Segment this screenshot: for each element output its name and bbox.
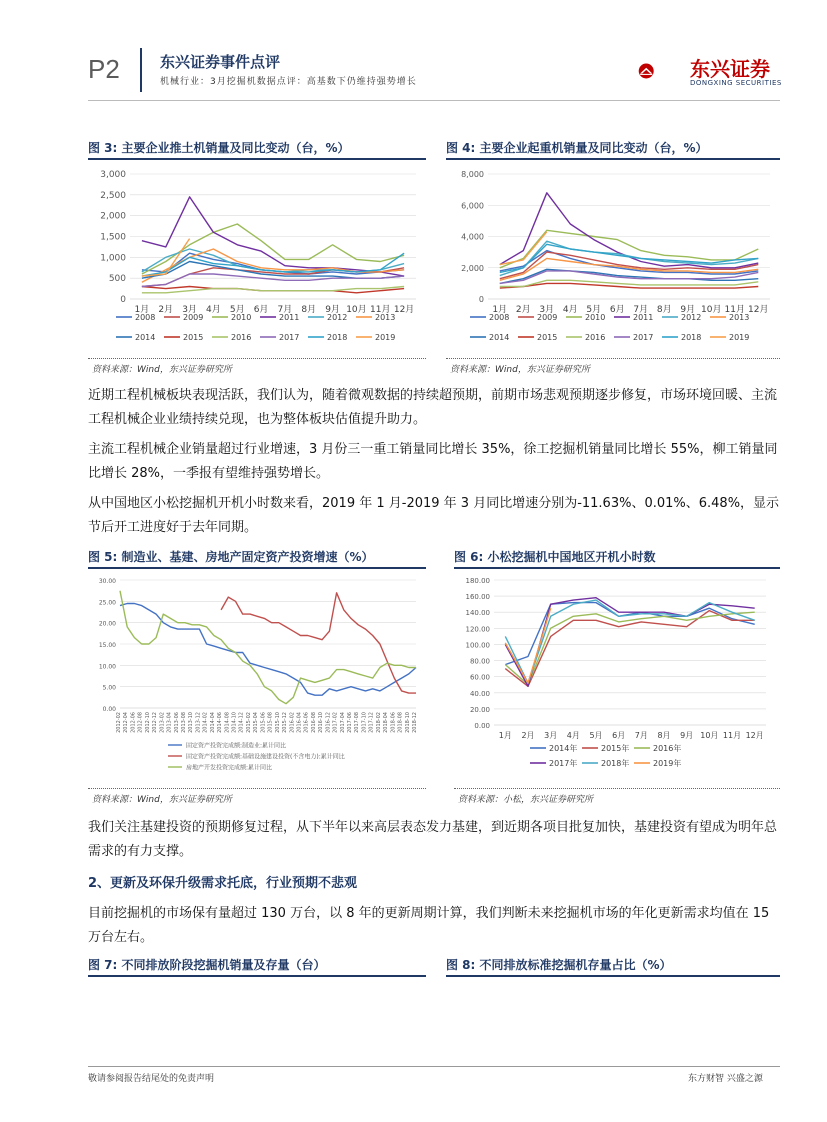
- figure-8: [446, 955, 780, 977]
- x-tick-label: 8月: [301, 305, 317, 315]
- x-tick-label: 2018-10: [404, 712, 411, 733]
- x-tick-label: 7月: [277, 305, 293, 315]
- figure-title-rule: [88, 975, 426, 977]
- footer-rule: [88, 1066, 780, 1067]
- x-tick-label: 2012-08: [137, 712, 144, 733]
- y-tick-label: 500: [108, 274, 126, 285]
- figure-source: 资料来源：Wind，东兴证券研究所: [450, 365, 590, 375]
- x-tick-label: 10月: [700, 731, 719, 740]
- legend-label: 2017: [279, 333, 300, 342]
- figure-title: 图 5: 制造业、基建、房地产固定资产投资增速（%）: [88, 550, 374, 564]
- x-tick-label: 2015-08: [267, 712, 274, 733]
- x-tick-label: 12月: [745, 731, 764, 740]
- x-tick-label: 2016-12: [325, 712, 332, 733]
- y-tick-label: 0.00: [102, 706, 116, 713]
- x-tick-label: 2016-10: [318, 712, 325, 733]
- y-tick-label: 6,000: [461, 201, 484, 211]
- section-heading-2: 2、更新及环保升级需求托底，行业预期不悲观: [88, 876, 358, 891]
- source-rule: [446, 358, 780, 360]
- y-tick-label: 40.00: [469, 689, 490, 698]
- x-tick-label: 2014-06: [217, 712, 224, 733]
- x-tick-label: 2012-10: [144, 712, 151, 733]
- x-tick-label: 9月: [680, 731, 694, 740]
- figure-title: 图 4: 主要企业起重机销量及同比变动（台，%）: [446, 141, 708, 155]
- series-line-2014: [500, 269, 759, 283]
- figure-3: [88, 138, 426, 160]
- x-tick-label: 2012-02: [116, 712, 122, 733]
- x-tick-label: 2014-04: [209, 712, 216, 733]
- y-tick-label: 1,000: [100, 253, 126, 264]
- y-tick-label: 25.00: [98, 599, 116, 607]
- y-tick-label: 60.00: [469, 673, 490, 682]
- footer-disclaimer: 敬请参阅报告结尾处的免责声明: [88, 1074, 215, 1084]
- source-rule: [88, 358, 426, 360]
- legend-label: 2016年: [653, 744, 682, 753]
- x-tick-label: 2月: [158, 305, 174, 315]
- paragraph-1: 近期工程机械板块表现活跃，我们认为，随着微观数据的持续超预期，前期市场悲观预期逐步修复，市场环境回暖、主流工程机械企业业绩持续兑现，也为整体板块估值提升助力。: [88, 388, 778, 427]
- legend-label: 2011: [633, 313, 654, 322]
- source-rule: [454, 788, 780, 790]
- legend-label: 2014: [135, 333, 156, 342]
- figure-title: 图 8: 不同排放标准挖掘机存量占比（%）: [446, 958, 672, 972]
- legend-label: 固定资产投资完成额:基础设施建设投资(不含电力):累计同比: [186, 753, 345, 761]
- x-tick-label: 2月: [515, 305, 531, 315]
- legend-label: 2019年: [653, 759, 682, 768]
- chart-fig4: [446, 162, 780, 354]
- figure-title-rule: [446, 158, 780, 160]
- y-tick-label: 140.00: [465, 609, 490, 618]
- legend-label: 固定资产投资完成额:制造业:累计同比: [186, 742, 287, 750]
- legend-label: 2017年: [549, 759, 578, 768]
- figure-title: 图 6: 小松挖掘机中国地区开机小时数: [454, 550, 656, 564]
- legend-label: 2015: [183, 333, 204, 342]
- paragraph-5: 目前挖掘机的市场保有量超过 130 万台，以 8 年的更新周期计算，我们判断未来挖掘机市场的年化更新需求均值在 15 万台左右。: [88, 906, 770, 945]
- x-tick-label: 3月: [539, 305, 555, 315]
- logo-text-en: DONGXING SECURITIES: [690, 79, 782, 87]
- x-tick-label: 2015-06: [260, 712, 267, 733]
- legend-label: 2019: [729, 333, 750, 342]
- figure-title-rule: [446, 975, 780, 977]
- y-tick-label: 3,000: [100, 170, 126, 180]
- x-tick-label: 7月: [633, 305, 649, 315]
- x-tick-label: 11月: [722, 731, 742, 740]
- x-tick-label: 2013-08: [180, 712, 187, 733]
- x-tick-label: 2015-12: [282, 712, 289, 733]
- x-tick-label: 2012-04: [123, 712, 130, 733]
- x-tick-label: 7月: [634, 731, 648, 740]
- company-logo-icon: [638, 48, 688, 94]
- series-line-2016: [500, 280, 759, 286]
- x-tick-label: 2016-04: [296, 712, 303, 733]
- x-tick-label: 2014-02: [202, 712, 209, 733]
- x-tick-label: 11月: [724, 305, 745, 315]
- x-tick-label: 6月: [253, 305, 269, 315]
- x-tick-label: 2013-12: [195, 712, 202, 733]
- legend-label: 2018: [681, 333, 702, 342]
- figure-source: 资料来源：Wind，东兴证券研究所: [92, 365, 232, 375]
- figure-title: 图 7: 不同排放阶段挖掘机销量及存量（台）: [88, 958, 326, 972]
- y-tick-label: 2,500: [100, 190, 126, 201]
- figure-title: 图 3: 主要企业推土机销量及同比变动（台，%）: [88, 141, 350, 155]
- header-divider: [140, 48, 142, 92]
- x-tick-label: 2013-02: [159, 712, 166, 733]
- figure-source: 资料来源：小松，东兴证券研究所: [458, 795, 594, 805]
- x-tick-label: 6月: [609, 305, 625, 315]
- series-line-2017年: [505, 598, 754, 687]
- x-tick-label: 3月: [182, 305, 197, 315]
- legend-label: 2012: [327, 313, 348, 322]
- report-subtitle: 机械行业：3月挖掘机数据点评：高基数下仍维持强势增长: [160, 77, 417, 87]
- figure-title-rule: [88, 158, 426, 160]
- legend-label: 2009: [537, 313, 558, 322]
- legend-label: 2008: [135, 313, 156, 322]
- x-tick-label: 2017-08: [354, 712, 361, 733]
- figure-4: [446, 138, 780, 160]
- source-rule: [88, 788, 426, 790]
- x-tick-label: 8月: [656, 305, 672, 315]
- legend-label: 2009: [183, 313, 204, 322]
- x-tick-label: 1月: [498, 731, 512, 740]
- x-tick-label: 2018-06: [390, 712, 397, 733]
- x-tick-label: 2012-06: [130, 712, 137, 733]
- chart-fig3: [88, 162, 426, 354]
- legend-label: 2014: [489, 333, 510, 342]
- figure-6: [454, 547, 780, 569]
- x-tick-label: 3月: [544, 731, 558, 740]
- x-tick-label: 2014-10: [231, 712, 238, 733]
- paragraph-2: 主流工程机械企业销量超过行业增速，3 月份三一重工销量同比增长 35%，徐工挖掘机销量同比增长 55%，柳工销量同比增长 28%，一季报有望维持强势增长。: [88, 442, 778, 481]
- x-tick-label: 2013-10: [188, 712, 195, 733]
- x-tick-label: 4月: [206, 305, 221, 315]
- y-tick-label: 100.00: [465, 641, 490, 650]
- series-line-制造业: [120, 604, 416, 696]
- x-tick-label: 9月: [680, 305, 696, 315]
- y-tick-label: 180.00: [465, 577, 490, 585]
- chart-fig6: [454, 572, 780, 784]
- x-tick-label: 4月: [562, 305, 578, 315]
- figure-title-rule: [88, 567, 426, 569]
- x-tick-label: 10月: [346, 305, 367, 315]
- x-tick-label: 2016-02: [289, 712, 296, 733]
- figure-title-rule: [454, 567, 780, 569]
- x-tick-label: 8月: [657, 731, 671, 740]
- y-tick-label: 0: [478, 295, 484, 304]
- y-tick-label: 2,000: [461, 263, 484, 273]
- x-tick-label: 2017-04: [339, 712, 346, 733]
- x-tick-label: 4月: [566, 731, 580, 740]
- figure-5: [88, 547, 426, 569]
- x-tick-label: 2017-12: [368, 712, 375, 733]
- y-tick-label: 15.00: [98, 642, 116, 649]
- x-tick-label: 1月: [492, 305, 508, 315]
- x-tick-label: 5月: [589, 731, 603, 740]
- x-tick-label: 2016-08: [310, 712, 317, 733]
- y-tick-label: 2,000: [100, 211, 126, 222]
- x-tick-label: 5月: [586, 305, 602, 315]
- legend-label: 2015年: [601, 744, 630, 753]
- page-number: P2: [88, 54, 120, 84]
- x-tick-label: 2017-02: [332, 712, 339, 733]
- x-tick-label: 11月: [370, 305, 391, 315]
- x-tick-label: 2016-06: [303, 712, 310, 733]
- chart-fig5: [88, 572, 426, 784]
- paragraph-3: 从中国地区小松挖掘机开机小时数来看，2019 年 1 月-2019 年 3 月同比增速分别为-11.63%、0.01%、6.48%，显示节后开工进度好于去年同期。: [88, 496, 780, 535]
- legend-label: 2010: [585, 313, 606, 322]
- y-tick-label: 20.00: [98, 620, 116, 628]
- legend-label: 2016: [585, 333, 606, 342]
- x-tick-label: 2018-02: [375, 712, 382, 733]
- legend-label: 2013: [375, 313, 396, 322]
- y-tick-label: 4,000: [461, 232, 484, 242]
- x-tick-label: 2014-08: [224, 712, 231, 733]
- x-tick-label: 12月: [393, 305, 415, 315]
- x-tick-label: 2月: [521, 731, 535, 740]
- figure-7: [88, 955, 426, 977]
- legend-label: 2018年: [601, 759, 630, 768]
- legend-label: 2019: [375, 333, 396, 342]
- y-tick-label: 120.00: [465, 625, 490, 634]
- x-tick-label: 2018-12: [412, 712, 418, 733]
- figure-source: 资料来源：Wind，东兴证券研究所: [92, 795, 232, 805]
- x-tick-label: 2015-04: [253, 712, 260, 733]
- y-tick-label: 0: [120, 295, 126, 305]
- x-tick-label: 2017-06: [347, 712, 354, 733]
- y-tick-label: 1,500: [100, 232, 126, 243]
- legend-label: 2013: [729, 313, 750, 322]
- y-tick-label: 5.00: [102, 684, 116, 692]
- legend-label: 2014年: [549, 744, 578, 753]
- x-tick-label: 1月: [134, 305, 150, 315]
- x-tick-label: 2017-10: [361, 712, 368, 733]
- report-type-title: 东兴证券事件点评: [160, 53, 281, 71]
- x-tick-label: 2018-04: [383, 712, 390, 733]
- x-tick-label: 9月: [325, 305, 340, 315]
- y-tick-label: 80.00: [469, 657, 490, 666]
- legend-label: 2012: [681, 313, 702, 322]
- y-tick-label: 8,000: [461, 170, 484, 179]
- legend-label: 2018: [327, 333, 348, 342]
- header-rule: [88, 100, 780, 101]
- x-tick-label: 2013-06: [173, 712, 180, 733]
- legend-label: 2016: [231, 333, 252, 342]
- y-tick-label: 30.00: [98, 578, 116, 585]
- x-tick-label: 12月: [748, 305, 769, 315]
- y-tick-label: 10.00: [98, 663, 116, 671]
- paragraph-4: 我们关注基建投资的预期修复过程，从下半年以来高层表态发力基建，到近期各项目批复加快，基建投资有望成为明年总需求的有力支撑。: [88, 820, 778, 859]
- x-tick-label: 5月: [229, 305, 245, 315]
- x-tick-label: 2018-08: [397, 712, 404, 733]
- y-tick-label: 20.00: [469, 705, 490, 714]
- legend-label: 2015: [537, 333, 558, 342]
- y-tick-label: 160.00: [465, 593, 490, 602]
- legend-label: 2017: [633, 333, 654, 342]
- x-tick-label: 6月: [612, 731, 626, 740]
- x-tick-label: 2013-04: [166, 712, 173, 733]
- x-tick-label: 2015-02: [245, 712, 252, 733]
- legend-label: 房地产开发投资完成额:累计同比: [186, 764, 273, 772]
- x-tick-label: 10月: [701, 305, 722, 315]
- logo-text-cn: 东兴证券: [690, 57, 770, 81]
- y-tick-label: 0.00: [474, 722, 490, 730]
- series-line-基建: [221, 593, 416, 693]
- legend-label: 2011: [279, 313, 300, 322]
- legend-label: 2008: [489, 313, 510, 322]
- x-tick-label: 2015-10: [274, 712, 281, 733]
- x-tick-label: 2012-12: [152, 712, 159, 733]
- series-line-2017: [142, 274, 404, 287]
- footer-slogan: 东方财智 兴盛之源: [688, 1074, 763, 1084]
- legend-label: 2010: [231, 313, 252, 322]
- x-tick-label: 2014-12: [238, 712, 245, 733]
